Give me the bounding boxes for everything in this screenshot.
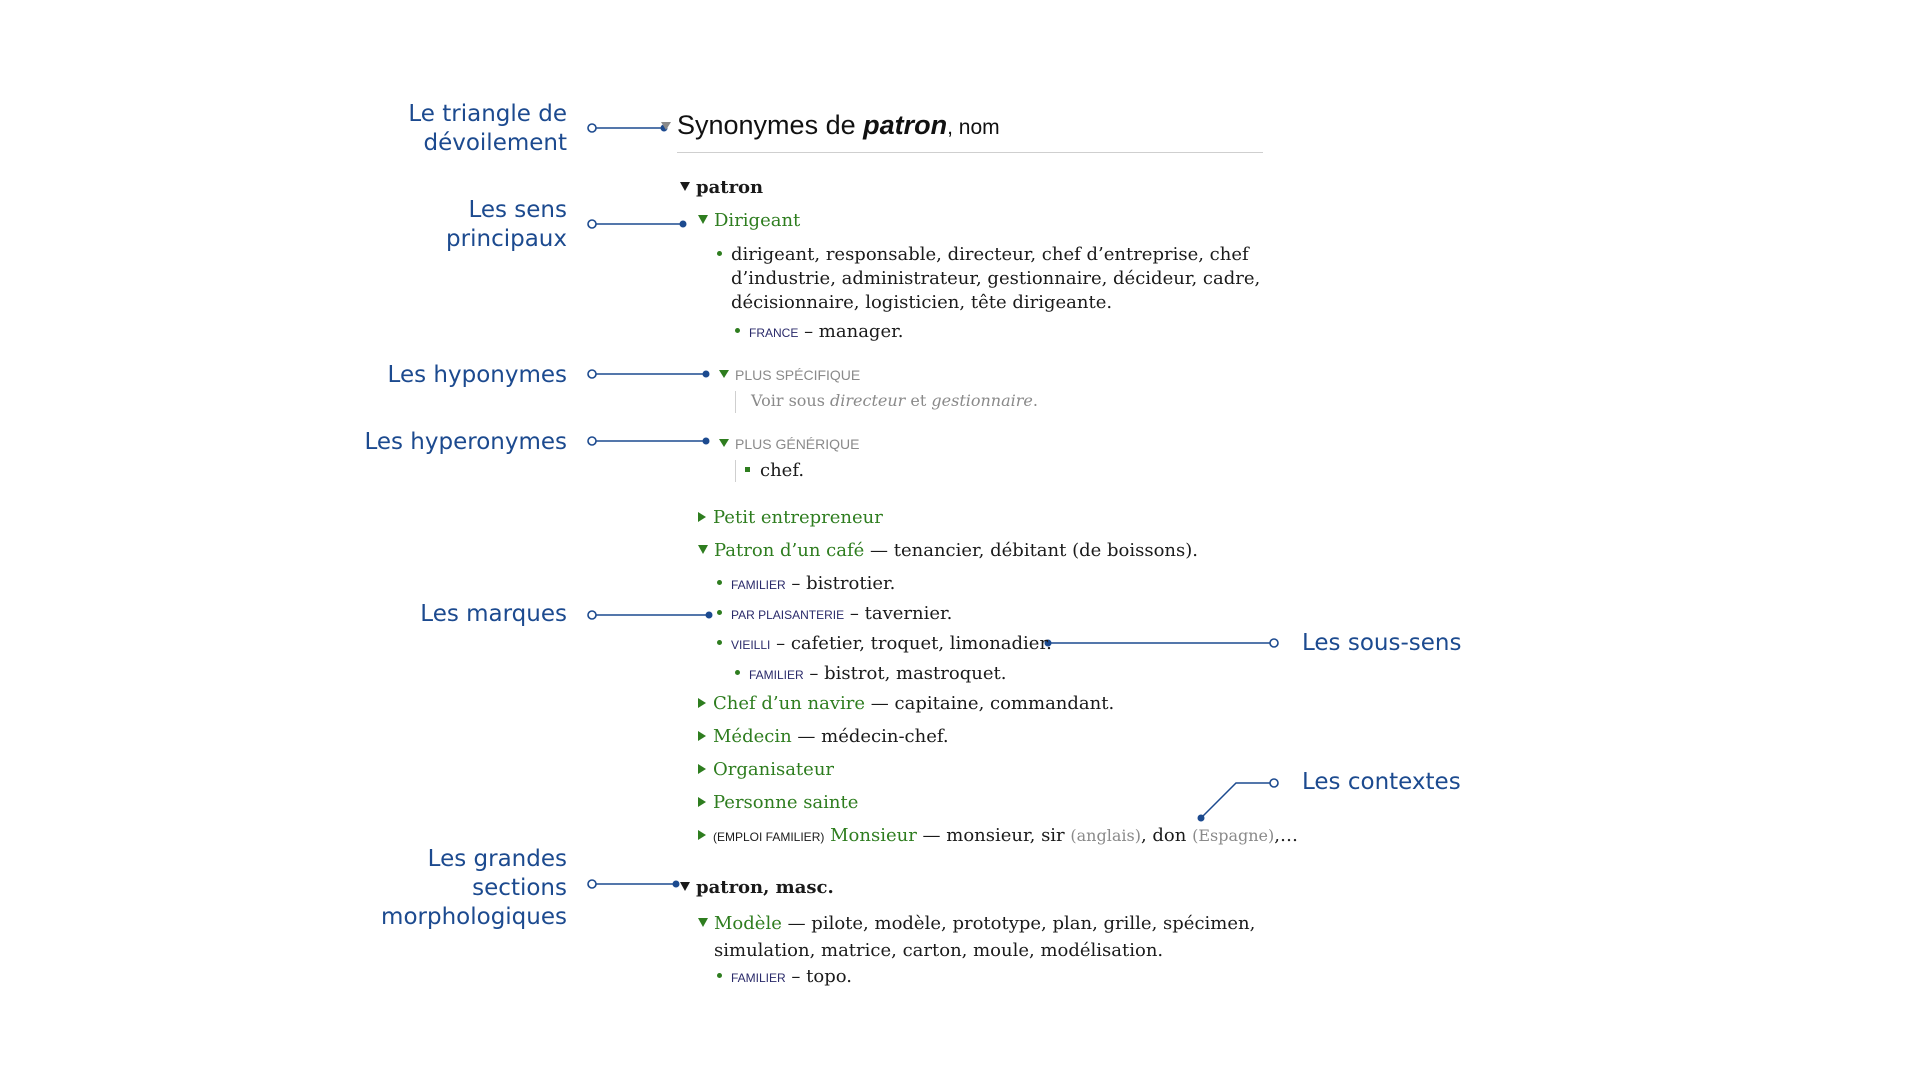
- callout-hyponymes: Les hyponymes: [387, 362, 567, 388]
- usage-mark: FAMILIER: [731, 971, 786, 985]
- sense-organisateur[interactable]: Organisateur: [698, 759, 834, 780]
- hyperonym-text: chef.: [745, 460, 804, 481]
- disclosure-triangle-icon[interactable]: [661, 122, 671, 130]
- usage-mark: VIEILLI: [731, 638, 771, 652]
- expand-triangle-icon[interactable]: [680, 182, 690, 191]
- mark-line-vieilli: VIEILLI – cafetier, troquet, limonadier.: [717, 633, 1052, 654]
- callout-sens: Les sens principaux: [446, 197, 567, 252]
- section-heading-patron[interactable]: patron: [680, 177, 763, 198]
- sense-dirigeant[interactable]: Dirigeant: [698, 210, 800, 231]
- collapsed-triangle-icon[interactable]: [698, 512, 706, 522]
- expand-triangle-icon[interactable]: [719, 439, 729, 447]
- sub-sense-france: FRANCE – manager.: [735, 321, 903, 342]
- usage-mark: (EMPLOI FAMILIER): [713, 830, 825, 844]
- collapsed-triangle-icon[interactable]: [698, 797, 706, 807]
- header-prefix: Synonymes de: [677, 110, 864, 140]
- header-divider: [677, 152, 1263, 153]
- bullet-icon: [717, 251, 722, 256]
- hyponym-text: Voir sous directeur et gestionnaire.: [751, 391, 1038, 410]
- usage-mark: FAMILIER: [731, 578, 786, 592]
- collapsed-triangle-icon[interactable]: [698, 731, 706, 741]
- connector-contextes: [1201, 783, 1271, 818]
- collapsed-triangle-icon[interactable]: [698, 698, 706, 708]
- hyponym-heading[interactable]: PLUS SPÉCIFIQUE: [719, 367, 860, 385]
- usage-mark: PAR PLAISANTERIE: [731, 608, 845, 622]
- square-bullet-icon: [745, 467, 750, 472]
- hyperonym-heading[interactable]: PLUS GÉNÉRIQUE: [719, 436, 859, 454]
- synonym-list: dirigeant, responsable, directeur, chef d’entreprise, chef d’industrie, administrateur, gestionnaire, décideur, cadre, décisionnaire, logisticien, tête dirigeante.: [717, 243, 1260, 315]
- collapsed-triangle-icon[interactable]: [698, 830, 706, 840]
- header-suffix: , nom: [947, 116, 1000, 139]
- bullet-icon: [735, 328, 740, 333]
- context-label: (Espagne): [1192, 826, 1275, 845]
- sub-sense-familier: FAMILIER – bistrot, mastroquet.: [735, 663, 1006, 684]
- callout-marques: Les marques: [420, 601, 567, 627]
- expand-triangle-icon[interactable]: [698, 918, 708, 927]
- hyponym-bar: [735, 391, 736, 413]
- callout-triangle: Le triangle de dévoilement: [408, 101, 567, 156]
- sense-chef-navire[interactable]: Chef d’un navire — capitaine, commandant.: [698, 693, 1114, 714]
- sense-personne-sainte[interactable]: Personne sainte: [698, 792, 858, 813]
- sense-monsieur[interactable]: (EMPLOI FAMILIER) Monsieur — monsieur, sir (anglais), don (Espagne),…: [698, 825, 1298, 846]
- usage-mark: FAMILIER: [749, 668, 804, 682]
- page-header: [677, 110, 1000, 141]
- sense-patron-cafe[interactable]: Patron d’un café — tenancier, débitant (de boissons).: [698, 540, 1198, 561]
- expand-triangle-icon[interactable]: [680, 882, 690, 891]
- mark-line-plaisanterie: PAR PLAISANTERIE – tavernier.: [717, 603, 952, 624]
- hyperonym-bar: [735, 460, 736, 482]
- header-word: patron: [863, 110, 948, 140]
- context-label: (anglais): [1070, 826, 1141, 845]
- sense-medecin[interactable]: Médecin — médecin-chef.: [698, 726, 949, 747]
- callout-contextes: Les contextes: [1302, 769, 1461, 795]
- sense-modele[interactable]: Modèle — pilote, modèle, prototype, plan, grille, spécimen, simulation, matrice, carton, moule, modélisation.: [698, 910, 1255, 964]
- expand-triangle-icon[interactable]: [698, 215, 708, 224]
- bullet-icon: [717, 610, 722, 615]
- sense-petit-entrepreneur[interactable]: Petit entrepreneur: [698, 507, 883, 528]
- mark-line-familier-topo: FAMILIER – topo.: [717, 966, 852, 987]
- callout-hyperonymes: Les hyperonymes: [364, 429, 567, 455]
- callout-grandes-sections: Les grandes sections morphologiques: [381, 846, 567, 930]
- expand-triangle-icon[interactable]: [719, 370, 729, 378]
- bullet-icon: [717, 973, 722, 978]
- mark-line-familier: FAMILIER – bistrotier.: [717, 573, 895, 594]
- expand-triangle-icon[interactable]: [698, 545, 708, 554]
- usage-mark: FRANCE: [749, 326, 799, 340]
- section-heading-patron-masc[interactable]: patron, masc.: [680, 877, 834, 898]
- collapsed-triangle-icon[interactable]: [698, 764, 706, 774]
- bullet-icon: [735, 670, 740, 675]
- bullet-icon: [717, 640, 722, 645]
- callout-sous-sens: Les sous-sens: [1302, 630, 1462, 656]
- bullet-icon: [717, 580, 722, 585]
